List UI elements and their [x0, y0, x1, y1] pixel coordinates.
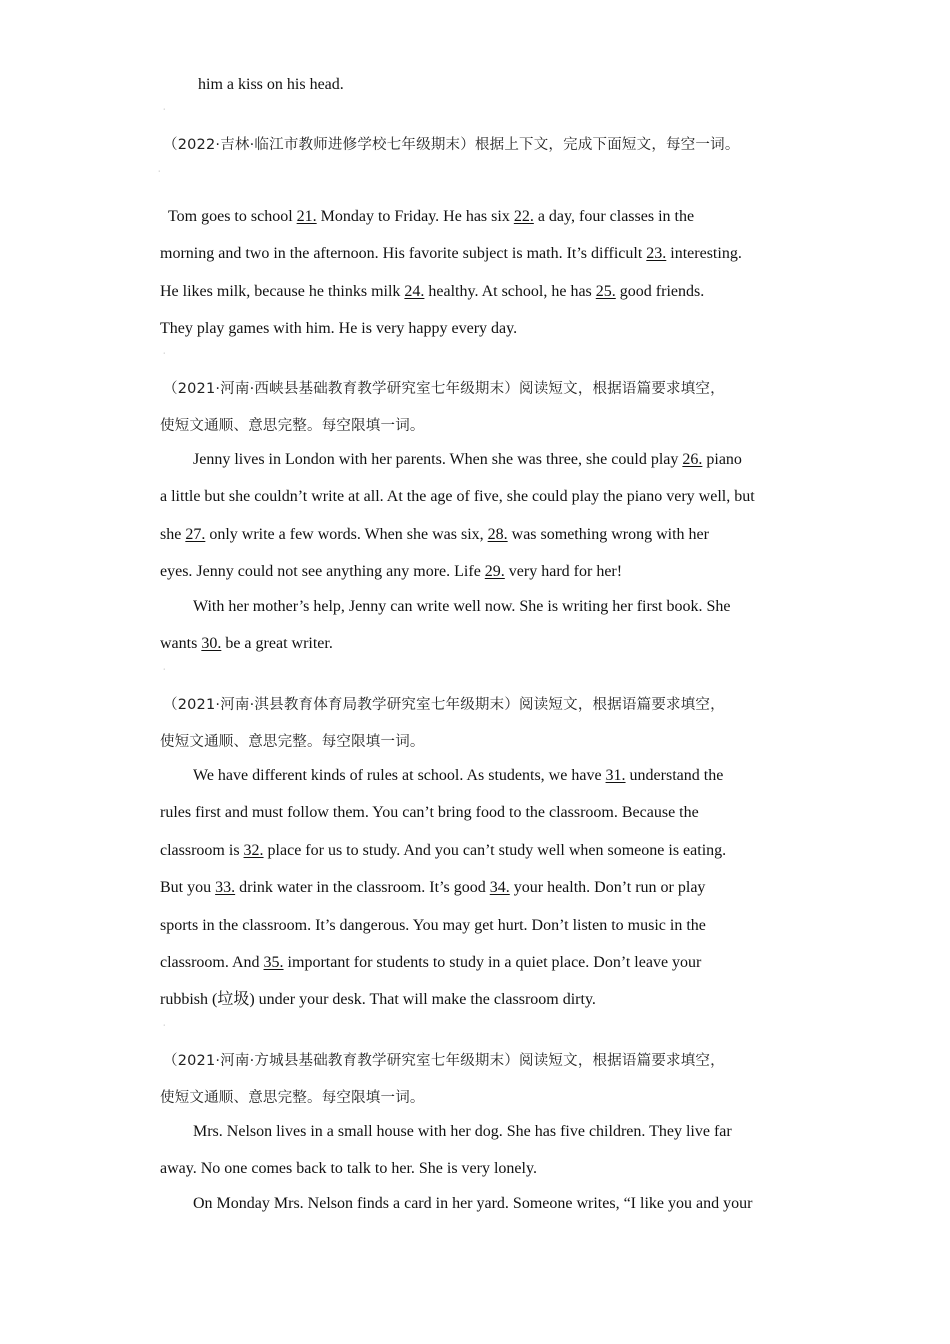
blank-27[interactable]: 27.	[185, 526, 206, 543]
section-4-header-cont: 使短文通顺、意思完整。每空限填一词。	[160, 1090, 425, 1106]
intro-tail: him a kiss on his head.	[198, 76, 344, 93]
passage-line: classroom. And 35. important for students to study in a quiet place. Don’t leave your	[160, 954, 702, 971]
blank-25[interactable]: 25.	[595, 283, 616, 300]
passage-line: away. No one comes back to talk to her. She is very lonely.	[160, 1160, 537, 1177]
passage-line: eyes. Jenny could not see anything any more. Life 29. very hard for her!	[160, 563, 623, 580]
blank-30[interactable]: 30.	[201, 635, 222, 652]
section-2-header-cont: 使短文通顺、意思完整。每空限填一词。	[160, 418, 425, 434]
passage-line: she 27. only write a few words. When she was six, 28. was something wrong with her	[160, 526, 709, 543]
section-3-header-cont: 使短文通顺、意思完整。每空限填一词。	[160, 734, 425, 750]
section-3-header: （2021·河南·淇县教育体育局教学研究室七年级期末）阅读短文，根据语篇要求填空，	[163, 697, 725, 713]
blank-29[interactable]: 29.	[484, 563, 505, 580]
section-2-header: （2021·河南·西峡县基础教育教学研究室七年级期末）阅读短文，根据语篇要求填空，	[163, 381, 725, 397]
passage-line: Tom goes to school 21. Monday to Friday. He has six 22. a day, four classes in the	[168, 208, 695, 225]
blank-26[interactable]: 26.	[682, 451, 703, 468]
passage-line: But you 33. drink water in the classroom. It’s good 34. your health. Don’t run or play	[160, 879, 706, 896]
passage-line: Mrs. Nelson lives in a small house with her dog. She has five children. They live far	[193, 1123, 732, 1140]
blank-22[interactable]: 22.	[513, 208, 534, 225]
blank-23[interactable]: 23.	[646, 245, 667, 262]
passage-line: rubbish (垃圾) under your desk. That will make the classroom dirty.	[160, 991, 596, 1008]
passage-line: Jenny lives in London with her parents. When she was three, she could play 26. piano	[193, 451, 742, 468]
passage-line: We have different kinds of rules at school. As students, we have 31. understand the	[193, 767, 724, 784]
passage-line: With her mother’s help, Jenny can write well now. She is writing her first book. She	[193, 598, 731, 615]
blank-28[interactable]: 28.	[487, 526, 508, 543]
section-4-header: （2021·河南·方城县基础教育教学研究室七年级期末）阅读短文，根据语篇要求填空，	[163, 1053, 725, 1069]
blank-21[interactable]: 21.	[296, 208, 317, 225]
paragraph-mark: ᐧ	[158, 167, 161, 176]
blank-24[interactable]: 24.	[404, 283, 425, 300]
paragraph-mark: ᐧ	[163, 105, 166, 114]
passage-line: rules first and must follow them. You can’t bring food to the classroom. Because the	[160, 804, 699, 821]
blank-31[interactable]: 31.	[605, 767, 626, 784]
paragraph-mark: ᐧ	[163, 1021, 166, 1030]
passage-line: wants 30. be a great writer.	[160, 635, 333, 652]
passage-line: sports in the classroom. It’s dangerous. You may get hurt. Don’t listen to music in the	[160, 917, 706, 934]
passage-line: morning and two in the afternoon. His favorite subject is math. It’s difficult 23. interesting.	[160, 245, 742, 262]
passage-line: He likes milk, because he thinks milk 24. healthy. At school, he has 25. good friends.	[160, 283, 705, 300]
blank-33[interactable]: 33.	[215, 879, 236, 896]
paragraph-mark: ᐧ	[163, 349, 166, 358]
section-1-header: （2022·吉林·临江市教师进修学校七年级期末）根据上下文，完成下面短文，每空一词。	[163, 137, 740, 153]
paragraph-mark: ᐧ	[163, 665, 166, 674]
passage-line: a little but she couldn’t write at all. At the age of five, she could play the piano very well, but	[160, 488, 755, 505]
blank-32[interactable]: 32.	[243, 842, 264, 859]
passage-line: classroom is 32. place for us to study. And you can’t study well when someone is eating.	[160, 842, 727, 859]
passage-line: On Monday Mrs. Nelson finds a card in her yard. Someone writes, “I like you and your	[193, 1195, 753, 1212]
blank-34[interactable]: 34.	[489, 879, 510, 896]
passage-line: They play games with him. He is very happy every day.	[160, 320, 518, 337]
blank-35[interactable]: 35.	[263, 954, 284, 971]
